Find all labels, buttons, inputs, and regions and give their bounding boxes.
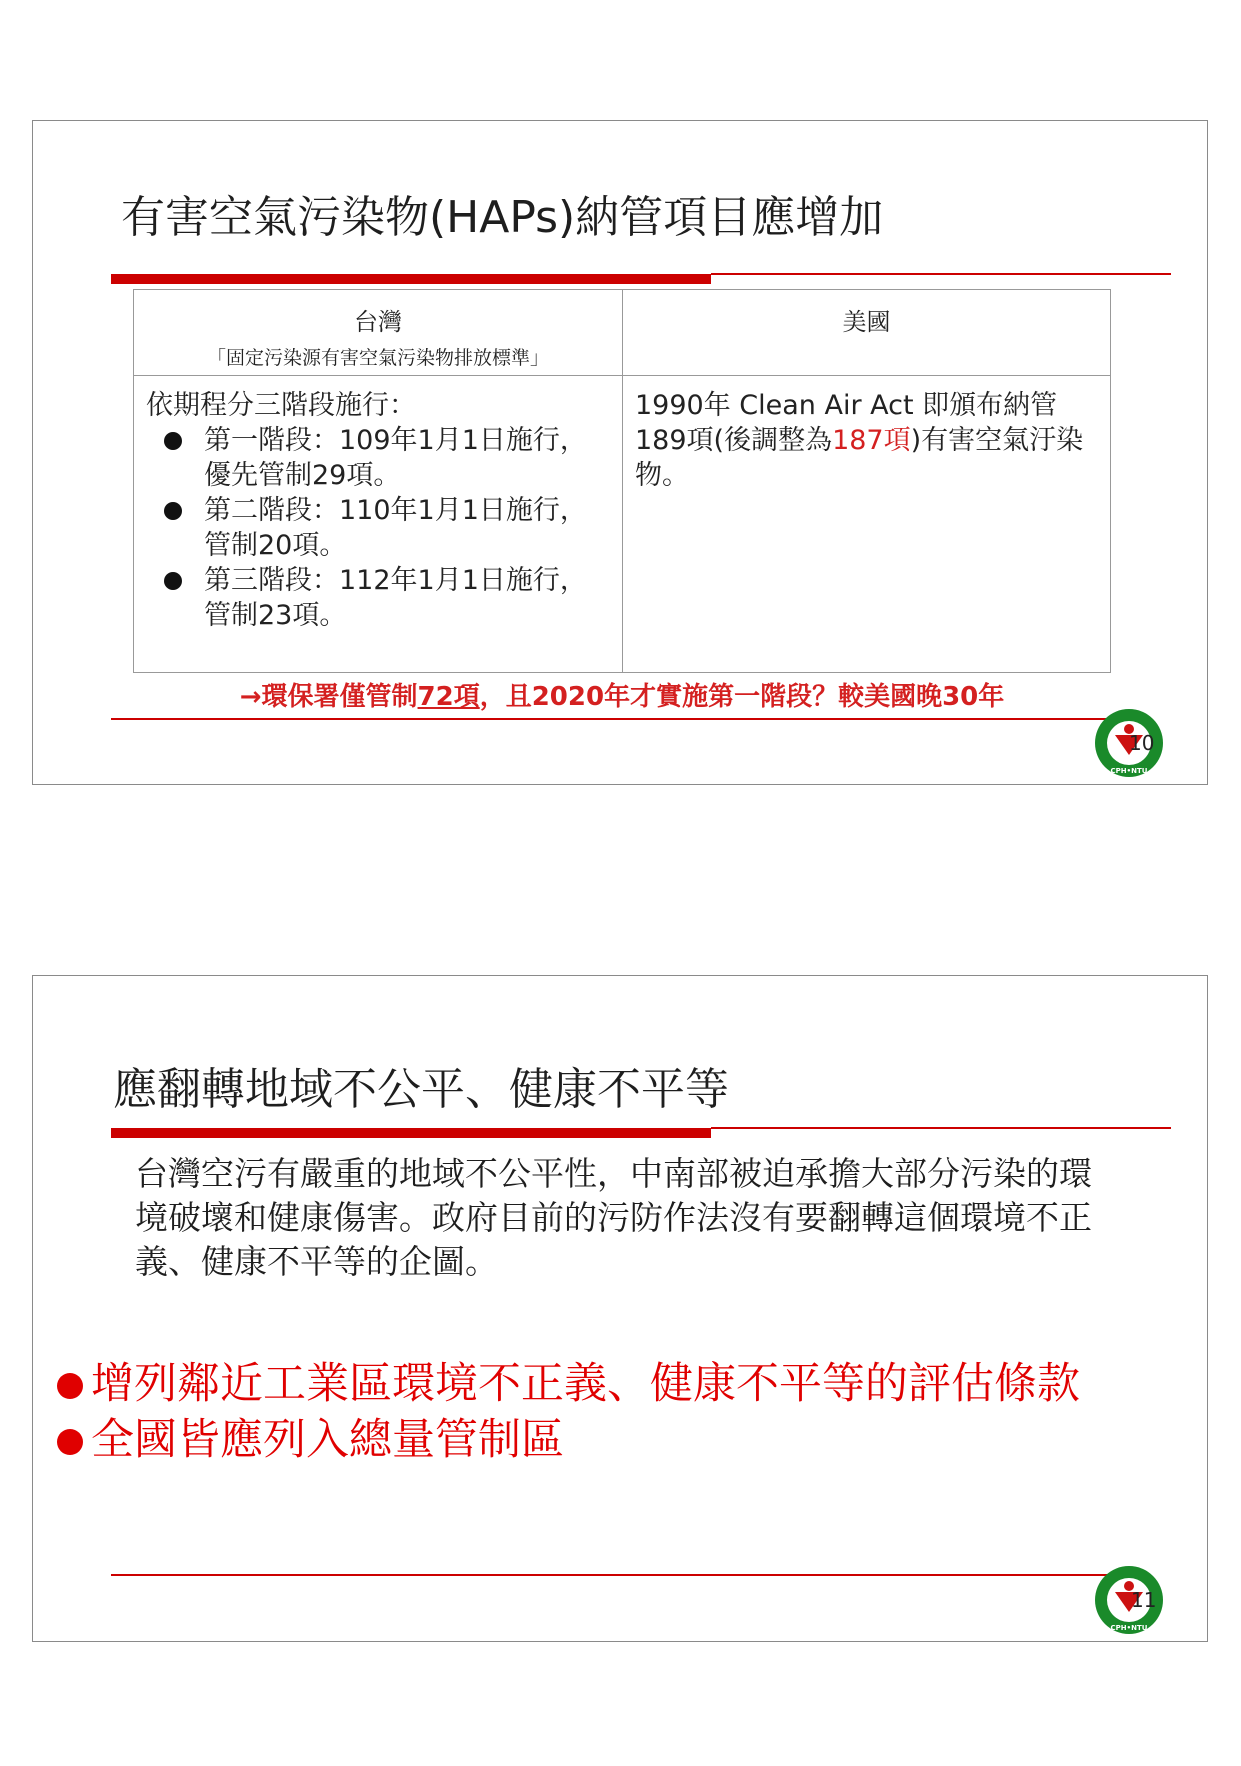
usa-body-cell [623,376,1110,672]
bullet-icon [164,432,182,450]
logo-caption: CPH•NTU [1110,1624,1148,1632]
phase-text: 第三階段：112年1月1日施行，管制23項。 [204,565,587,631]
footer-rule [111,1574,1111,1576]
slide-title: 有害空氣污染物(HAPs)納管項目應增加 [121,192,884,243]
list-item [146,423,610,493]
phase-list [146,423,610,633]
title-underline-thin [711,273,1171,275]
list-item [146,493,610,563]
bullet-icon [164,502,182,520]
footer-rule [111,718,1111,720]
taiwan-subheader: 「固定污染源有害空氣污染物排放標準」 [206,347,549,369]
taiwan-column [134,290,623,672]
usa-header-cell [623,290,1110,376]
list-item [57,1356,1080,1412]
demand-text: 增列鄰近工業區環境不正義、健康不平等的評估條款 [91,1359,1080,1409]
phase-intro: 依期程分三階段施行： [146,390,416,421]
slide-title: 應翻轉地域不公平、健康不平等 [113,1064,729,1115]
conclusion-start: →環保署僅管制 [239,682,418,712]
slide-11 [32,975,1208,1642]
taiwan-header: 台灣 [354,308,402,336]
bullet-icon [164,572,182,590]
usa-text-start: 1990年 Clean Air Act 即頒布納管189項(後調整為 [635,390,1058,456]
phase-text: 第二階段：110年1月1日施行，管制20項。 [204,495,587,561]
conclusion-text [133,676,1111,713]
page-number: 11 [1131,1588,1157,1612]
bullet-icon [57,1429,83,1455]
demand-text: 全國皆應列入總量管制區 [91,1415,564,1465]
conclusion-end: ，且2020年才實施第一階段？較美國晚30年 [479,682,1005,712]
demand-list [57,1356,1080,1468]
usa-column [623,290,1110,672]
bullet-icon [57,1373,83,1399]
taiwan-header-cell [134,290,622,376]
slide-10 [32,120,1208,785]
body-paragraph: 台灣空污有嚴重的地域不公平性，中南部被迫承擔大部分污染的環境破壞和健康傷害。政府目前的污防作法沒有要翻轉這個環境不正義、健康不平等的企圖。 [135,1154,1092,1281]
list-item [146,563,610,633]
title-underline-thick [111,274,711,284]
list-item [57,1412,1080,1468]
usa-text-end: )有害空氣汙染物。 [635,425,1084,491]
taiwan-body-cell [134,376,622,672]
conclusion-underlined: 72項 [417,682,480,712]
comparison-table [133,289,1111,673]
page-number: 10 [1129,731,1155,755]
logo-caption: CPH•NTU [1110,767,1148,775]
title-underline-thick [111,1128,711,1138]
usa-highlight: 187項 [832,425,911,456]
phase-text: 第一階段：109年1月1日施行，優先管制29項。 [204,425,587,491]
title-underline-thin [711,1127,1171,1129]
usa-header: 美國 [842,308,891,336]
